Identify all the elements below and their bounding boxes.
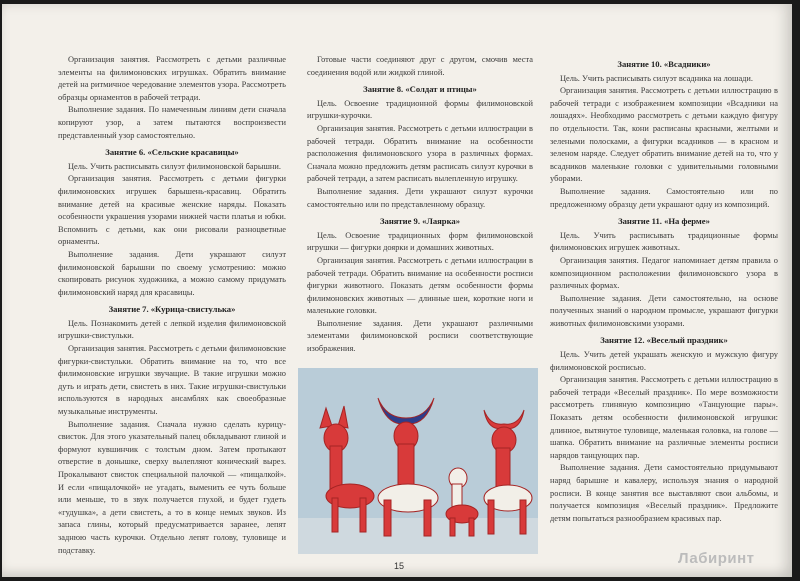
paragraph: Цель. Познакомить детей с лепкой изделия филимоновской игрушки-свистульки.: [58, 318, 286, 341]
paragraph: Организация занятия. Рассмотреть с детьми филимоновские фигурки-свистульки. Обратить внимание на то, что все филимоновские игрушки звучащие. В такие игрушки можно дуть и играть дети, свистеть в них. Такие игрушки-свистульки используются в народных ансамблях как своеобразные музыкальные инструменты.: [58, 344, 286, 417]
paragraph: Цель. Освоение традиционной формы филимоновской игрушки-курочки.: [307, 98, 533, 121]
paragraph: Выполнение задания. Дети украшают силуэт филимоновской барышни по своему усмотрению: можно скопировать рисунок художника, а можно самому придумать филимоновский наряд для красавицы.: [58, 249, 286, 297]
paragraph: Организация занятия. Рассмотреть с детьми фигурки филимоновских игрушек барышень-красавиц. Обратить внимание детей на красивые женские наряды. Показать особенности украшения узорами нижней части платья и юбки. Вспомнить с детьми, как они рисовали разноцветные орнаменты.: [58, 174, 286, 247]
text-column-middle: [307, 54, 533, 356]
paragraph: Организация занятия. Рассмотреть с детьми иллюстрацию в рабочей тетради с изображением композиции «Всадники на лошадях». Необходимо рассмотреть с детьми каждую фигуру по отдельности. Так, кони расписаны красными, желтыми и зелеными полосками, а фигурки всадников — в красном и зеленом наряде. Следует обратить внимание детей на то, что у всадников маленькие головки с удивительными головными уборами.: [550, 86, 778, 184]
paragraph: Выполнение задания. Дети самостоятельно, на основе полученных знаний о народном промысле, украшают фигурки животных филимоновскими узорами.: [550, 293, 778, 328]
paragraph: Цель. Учить расписывать традиционные формы филимоновских игрушек животных.: [550, 230, 778, 253]
paragraph: Выполнение задания. Самостоятельно или по предложенному образцу дети украшают одну из композиций.: [550, 186, 778, 209]
text-column-right: [550, 54, 778, 525]
paragraph: Выполнение задания. Дети украшают различными элементами филимоновской росписи соответствующие изображения.: [307, 318, 533, 354]
paragraph: Организация занятия. Рассмотреть с детьми иллюстрации в рабочей тетради. Обратить внимание на особенности расположения филимоновского узора в различных формах. Сначала можно предложить детям расписать силуэт курочки в рабочей тетради, а затем расписать вылепленную игрушку.: [307, 123, 533, 184]
paragraph: Организация занятия. Рассмотреть с детьми различные элементы на филимоновских игрушках. Обратить внимание детей на ритмичное чередование элементов узора. Рассмотреть образцы орнаментов в рабочей тетради.: [58, 55, 286, 102]
paragraph: Организация занятия. Рассмотреть с детьми иллюстрацию в рабочей тетради «Веселый праздник». По мере возможности рассмотреть глиняную композицию «Танцующие пары». Показать детям особенности филимоновской игрушки: длинное, вытянутое туловище, маленькая головка, на голове — шапка. Обратить внимание на различные элементы росписи нарядов танцующих пар.: [550, 375, 778, 460]
paragraph: Готовые части соединяют друг с другом, смочив места соединения водой или жидкой глиной.: [307, 55, 533, 77]
filimonov-toys-illustration: [298, 368, 538, 554]
lesson-heading: Занятие 11. «На ферме»: [618, 216, 710, 227]
paragraph: Выполнение задания. Дети самостоятельно придумывают наряд барышне и кавалеру, используя знания о народной росписи. В конце занятия все выставляют свои альбомы, и получается композиция «Веселый праздник». Предложите детям попытаться разнообразием красивых пар.: [550, 463, 778, 523]
paragraph: Выполнение задания. Сначала нужно сделать курицу-свисток. Для этого указательный палец обкладывают глиной и формуют кувшинчик с толстым дном. Затем протыкают отверстие в донышке, сверху вылепляют конический вырез. Прокалывают свисток специальной палочкой — «пищалкой». И если «пищалочкой» не угадать, выменить ее чуть больше или меньше, то в звук получается глухой, и будет гудеть «гудушка», а дети свистеть, а то в конце немых звуков. Из запаса глины, который предусматривается заранее, лепят заднюю часть курочки. Отдельно лепят голову, туловище и подставку.: [58, 419, 286, 555]
paragraph: Цель. Учить расписывать силуэт всадника на лошади.: [560, 73, 753, 83]
watermark-logo: Лабиринт: [678, 550, 755, 567]
lesson-heading: Занятие 6. «Сельские красавицы»: [105, 147, 239, 158]
paragraph: Цель. Освоение традиционных форм филимоновской игрушки — фигурки доярки и домашних животных.: [307, 230, 533, 253]
text-column-left: [58, 54, 286, 557]
lesson-heading: Занятие 7. «Курица-свистулька»: [108, 304, 236, 315]
lesson-heading: Занятие 8. «Солдат и птицы»: [363, 84, 477, 95]
lesson-heading: Занятие 10. «Всадники»: [617, 59, 711, 69]
paragraph: Выполнение задания. Дети украшают силуэт курочки самостоятельно или по представленному образцу.: [307, 186, 533, 209]
toy-photo: [298, 368, 538, 554]
paragraph: Цель. Учить детей украшать женскую и мужскую фигуру филимоновской росписью.: [550, 350, 778, 372]
lesson-heading: Занятие 12. «Веселый праздник»: [600, 335, 728, 346]
paragraph: Организация занятия. Рассмотреть с детьми иллюстрации в рабочей тетради. Обратить внимание на особенности росписи фигурки животного. Показать детям особенности формы филимоновских животных — длинные шеи, короткие ноги и маленькие головки.: [307, 255, 533, 316]
book-page: [2, 4, 792, 577]
paragraph: Цель. Учить расписывать силуэт филимоновской барышни.: [68, 161, 281, 171]
paragraph: Выполнение задания. По намеченным линиям дети сначала копируют узор, а затем пытаются воспроизвести представленный узор самостоятельно.: [58, 105, 286, 140]
page-number: 15: [394, 561, 405, 571]
paragraph: Организация занятия. Педагог напоминает детям правила о композиционном расположении филимоновского узора в различных формах.: [550, 255, 778, 291]
lesson-heading: Занятие 9. «Лаярка»: [379, 216, 460, 227]
